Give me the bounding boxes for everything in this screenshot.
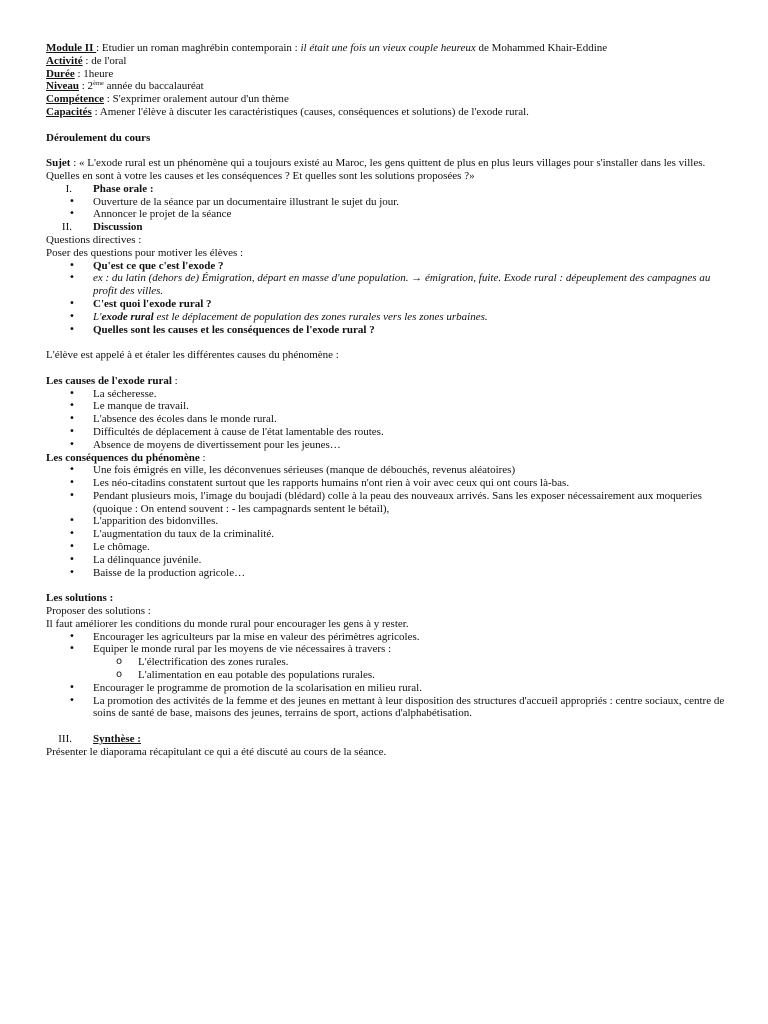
novel-title: il était une fois un vieux couple heureux: [300, 42, 476, 54]
poser-questions: Poser des questions pour motiver les élèves :: [46, 246, 244, 259]
solutions-sublist: [46, 656, 728, 682]
list-item: • Les néo-citadins constatent surtout que les rapports humains n'ont rien à voir avec ceux qui ont cours là-bas.: [46, 477, 728, 490]
solutions-heading: Les solutions :: [46, 592, 114, 605]
activite-line: Activité : de l'oral: [46, 54, 127, 67]
list-item: • Baisse de la production agricole…: [46, 567, 728, 580]
list-item: • La promotion des activités de la femme et des jeunes en mettant à leur disposition des structures d'accueil appropriés : centre sociaux, centre de soins de santé de base, maisons des jeunes, terrains de sport, actions d'alphabétisation.: [46, 695, 728, 721]
list-item: • Ouverture de la séance par un documentaire illustrant le sujet du jour.: [46, 196, 728, 209]
discussion-heading: II. Discussion: [61, 221, 143, 234]
list-item: • Equiper le monde rural par les moyens de vie nécessaires à travers :: [46, 643, 728, 656]
causes-list: [46, 388, 728, 452]
sujet-paragraph: Sujet : « L'exode rural est un phénomène qui a toujours existé au Maroc, les gens quittent de plus en plus leurs villages pour s'installer dans les villes. Quelles en sont à votre les causes et les conséquences ? Et quelles sont les solutions proposées ?»: [46, 157, 706, 182]
list-item: • ex : du latin (dehors de) Émigration, départ en masse d'une population. → émigration, fuite. Exode rural : dépeuplement des campagnes au profit des villes.: [46, 272, 728, 298]
synthese-text: Présenter le diaporama récapitulant ce qui a été discuté au cours de la séance.: [46, 745, 387, 758]
list-item: • Encourager le programme de promotion de la scolarisation en milieu rural.: [46, 682, 728, 695]
questions-directives: Questions directives :: [46, 233, 142, 246]
list-item: • Absence de moyens de divertissement pour les jeunes…: [46, 439, 728, 452]
list-item: • Le chômage.: [46, 541, 728, 554]
section-heading-deroulement: Déroulement du cours: [46, 131, 151, 144]
solutions-line2: Il faut améliorer les conditions du monde rural pour encourager les gens à y rester.: [46, 617, 409, 630]
sub-list-item: o L'électrification des zones rurales.: [46, 656, 728, 669]
phase-orale-heading: I. Phase orale :: [65, 182, 154, 195]
list-item: • Une fois émigrés en ville, les déconvenues sérieuses (manque de débouchés, revenus aléatoires): [46, 464, 728, 477]
consequences-list: [46, 464, 728, 579]
sub-list-item: o L'alimentation en eau potable des populations rurales.: [46, 669, 728, 682]
list-item: • L'apparition des bidonvilles.: [46, 515, 728, 528]
list-item: • L'absence des écoles dans le monde rural.: [46, 413, 728, 426]
solutions-list: [46, 631, 728, 657]
list-item: • Encourager les agriculteurs par la mise en valeur des périmètres agricoles.: [46, 631, 728, 644]
list-item: • C'est quoi l'exode rural ?: [46, 298, 728, 311]
list-item: • Quelles sont les causes et les conséquences de l'exode rural ?: [46, 324, 728, 337]
solutions-line1: Proposer des solutions :: [46, 605, 151, 618]
list-item: • Qu'est ce que c'est l'exode ?: [46, 260, 728, 273]
capacites-line: Capacités : Amener l'élève à discuter les caractéristiques (causes, conséquences et solutions) de l'exode rural.: [46, 105, 529, 118]
list-item: • La délinquance juvénile.: [46, 554, 728, 567]
niveau-line: Niveau : 2ème année du baccalauréat: [46, 80, 204, 93]
list-item: • Annoncer le projet de la séance: [46, 208, 728, 221]
consequences-heading: Les conséquences du phénomène :: [46, 451, 206, 464]
synthese-heading: III. Synthèse :: [58, 733, 141, 746]
list-item: • Le manque de travail.: [46, 400, 728, 413]
solutions-list-continued: [46, 682, 728, 720]
list-item: • La sécheresse.: [46, 388, 728, 401]
list-item: • Pendant plusieurs mois, l'image du boujadi (blédard) colle à la peau des nouveaux arrivés. Sans les exposer nécessairement aux moqueries (quoique : On entend souvent : - les campagnards sentent le bétail),: [46, 490, 728, 516]
phase-orale-list: [46, 196, 728, 222]
eleve-line: L'élève est appelé à et étaler les différentes causes du phénomène :: [46, 349, 339, 362]
competence-line: Compétence : S'exprimer oralement autour d'un thème: [46, 93, 289, 106]
list-item: • L'augmentation du taux de la criminalité.: [46, 528, 728, 541]
module-label: Module II: [46, 42, 97, 54]
duree-line: Durée : 1heure: [46, 67, 114, 80]
list-item: • L'exode rural est le déplacement de population des zones rurales vers les zones urbaines.: [46, 311, 728, 324]
causes-heading: Les causes de l'exode rural :: [46, 374, 178, 387]
discussion-list: [46, 260, 728, 337]
module-line: Module II : Etudier un roman maghrébin contemporain : il était une fois un vieux couple heureux de Mohammed Khair-Eddine: [46, 42, 608, 54]
list-item: • Difficultés de déplacement à cause de l'état lamentable des routes.: [46, 426, 728, 439]
